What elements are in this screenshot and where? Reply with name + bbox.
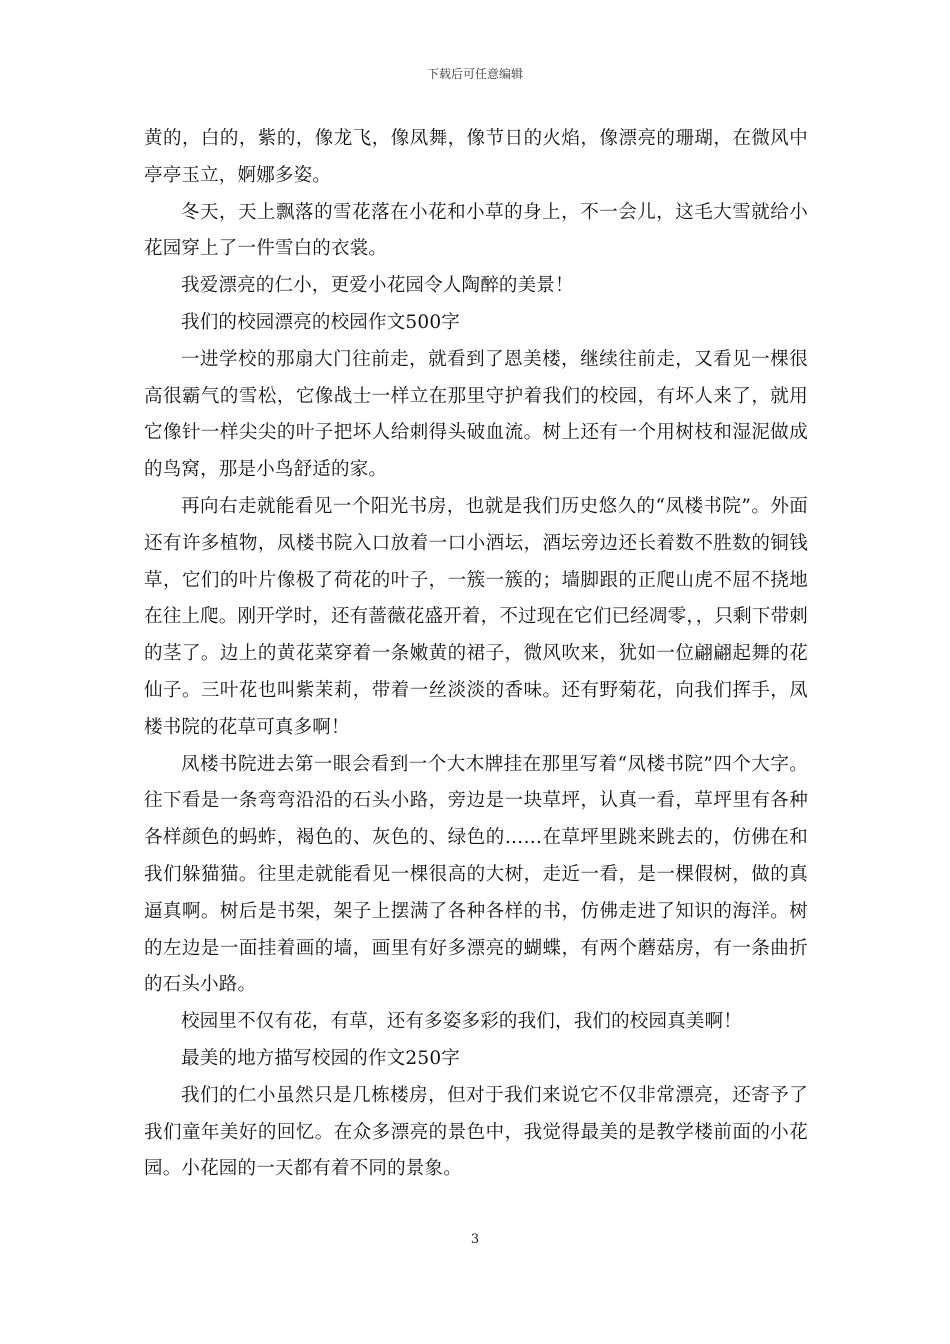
paragraph: 一进学校的那扇大门往前走，就看到了恩美楼，继续往前走，又看见一棵很高很霸气的雪松，它像战士一样立在那里守护着我们的校园，有坏人来了，就用它像针一样尖尖的叶子把坏人给刺得头破血流。树上还有一个用树枝和湿泥做成的鸟窝，那是小鸟舒适的家。	[144, 348, 808, 481]
document-body	[144, 121, 808, 1188]
section-title: 我们的校园漂亮的校园作文500字	[181, 311, 461, 333]
paragraph: 凤楼书院进去第一眼会看到一个大木牌挂在那里写着“凤楼书院”四个大字。往下看是一条弯弯沿沿的石头小路，旁边是一块草坪，认真一看，草坪里有各种各样颜色的蚂蚱，褐色的、灰色的、绿色的……在草坪里跳来跳去的，仿佛在和我们躲猫猫。往里走就能看见一棵很高的大树，走近一看，是一棵假树，做的真逼真啊。树后是书架，架子上摆满了各种各样的书，仿佛走进了知识的海洋。树的左边是一面挂着画的墙，画里有好多漂亮的蝴蝶，有两个蘑菇房，有一条曲折的石头小路。	[144, 753, 808, 996]
paragraph: 校园里不仅有花，有草，还有多姿多彩的我们，我们的校园真美啊！	[181, 1011, 743, 1033]
paragraph: 冬天，天上飘落的雪花落在小花和小草的身上，不一会儿，这毛大雪就给小花园穿上了一件雪白的衣裳。	[144, 201, 808, 260]
paragraph: 我们的仁小虽然只是几栋楼房，但对于我们来说它不仅非常漂亮，还寄予了我们童年美好的回忆。在众多漂亮的景色中，我觉得最美的是教学楼前面的小花园。小花园的一天都有着不同的景象。	[144, 1084, 808, 1180]
paragraph: 我爱漂亮的仁小，更爱小花园令人陶醉的美景！	[181, 275, 574, 297]
paragraph: 再向右走就能看见一个阳光书房，也就是我们历史悠久的“凤楼书院”。外面还有许多植物，凤楼书院入口放着一口小酒坛，酒坛旁边还长着数不胜数的铜钱草，它们的叶片像极了荷花的叶子，一簇一簇的；墙脚跟的正爬山虎不屈不挠地在往上爬。刚开学时，还有蔷薇花盛开着，不过现在它们已经凋零，，只剩下带刺的茎了。边上的黄花菜穿着一条嫩黄的裙子，微风吹来，犹如一位翩翩起舞的花仙子。三叶花也叫紫茉莉，带着一丝淡淡的香味。还有野菊花，向我们挥手，凤楼书院的花草可真多啊！	[144, 495, 808, 738]
section-title: 最美的地方描写校园的作文250字	[181, 1047, 461, 1069]
page-header: 下载后可任意编辑	[426, 67, 523, 81]
paragraph: 黄的，白的，紫的，像龙飞，像凤舞，像节日的火焰，像漂亮的珊瑚，在微风中亭亭玉立，婀娜多姿。	[144, 128, 808, 186]
page-number: 3	[470, 1232, 480, 1247]
